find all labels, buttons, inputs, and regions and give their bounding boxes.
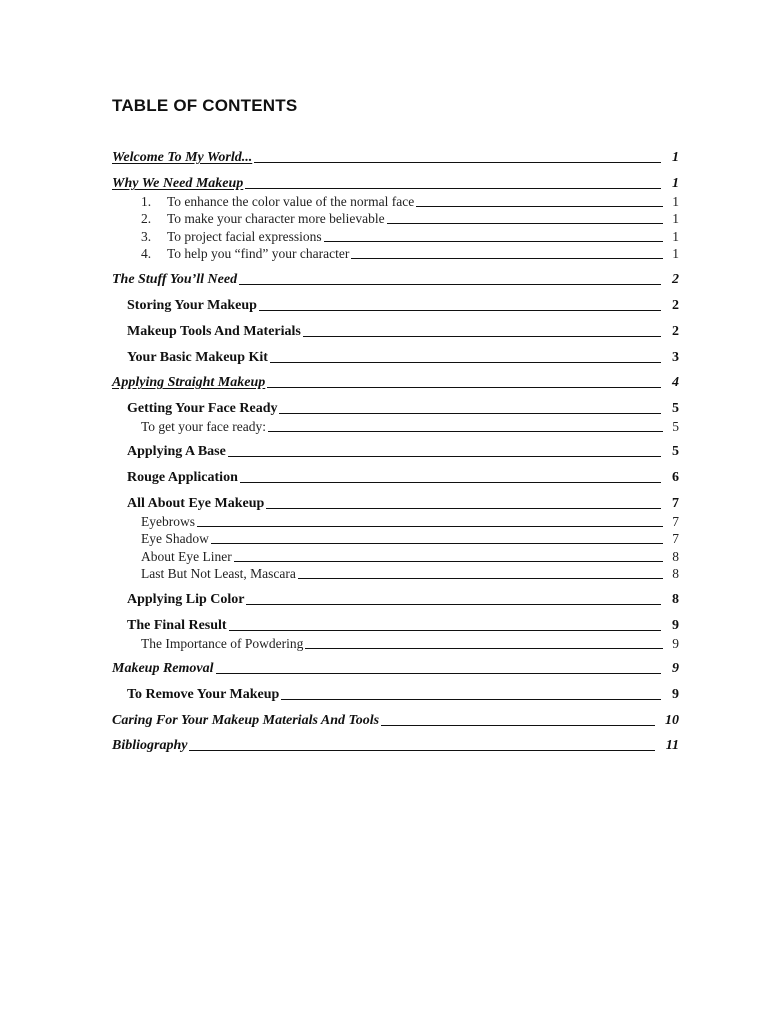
toc-entry-stuff-youll-need[interactable] (112, 272, 679, 288)
toc-entry-bibliography[interactable] (112, 738, 679, 754)
toc-page-number: 1 (672, 246, 679, 261)
dot-leader (254, 161, 661, 163)
toc-entry-to-get-face-ready[interactable] (141, 419, 679, 435)
dot-leader (246, 603, 661, 605)
toc-entry-label: Your Basic Makeup Kit (127, 350, 268, 365)
toc-entry-label: Applying A Base (127, 444, 226, 459)
dot-leader (305, 647, 663, 649)
toc-entry-label: All About Eye Makeup (127, 496, 265, 511)
list-number: 3. (141, 229, 152, 244)
dot-leader (239, 283, 661, 285)
toc-entry-basic-kit[interactable] (127, 350, 679, 366)
toc-page-number: 1 (672, 211, 679, 226)
dot-leader (229, 629, 661, 631)
toc-entry-label: Storing Your Makeup (127, 298, 257, 313)
toc-entry-label: To help you “find” your character (167, 246, 350, 261)
toc-page-number: 1 (672, 229, 679, 244)
dot-leader (279, 412, 661, 414)
dot-leader (189, 749, 655, 751)
toc-page-number: 9 (672, 661, 679, 676)
toc-page-number: 11 (665, 738, 679, 753)
toc-entry-facial-expressions[interactable] (141, 229, 679, 245)
dot-leader (281, 698, 661, 700)
toc-page-number: 1 (672, 150, 679, 165)
toc-page-number: 2 (672, 298, 679, 313)
toc-entry-powdering[interactable] (141, 636, 679, 652)
toc-entry-makeup-removal[interactable] (112, 661, 679, 677)
toc-entry-find-character[interactable] (141, 246, 679, 262)
toc-entry-label: To enhance the color value of the normal face (167, 194, 415, 209)
toc-page-number: 7 (672, 514, 679, 529)
toc-entry-face-ready[interactable] (127, 401, 679, 417)
toc-page-number: 8 (672, 549, 679, 564)
toc-entry-rouge[interactable] (127, 470, 679, 486)
toc-entry-label: Caring For Your Makeup Materials And Tools (112, 713, 380, 728)
dot-leader (270, 361, 661, 363)
toc-page-number: 2 (672, 272, 679, 287)
toc-entry-label: Makeup Tools And Materials (127, 324, 301, 339)
toc-page-number: 7 (672, 496, 679, 511)
toc-page-number: 5 (672, 419, 679, 434)
toc-page-number: 5 (672, 401, 679, 416)
toc-page-number: 7 (672, 531, 679, 546)
toc-page-number: 1 (672, 176, 679, 191)
toc-page-number: 9 (672, 636, 679, 651)
toc-entry-label: Makeup Removal (112, 661, 214, 676)
list-number: 2. (141, 211, 152, 226)
toc-entry-label: Eye Shadow (141, 531, 209, 546)
toc-entry-label: To project facial expressions (167, 229, 322, 244)
toc-page-number: 9 (672, 618, 679, 633)
toc-entry-label: Bibliography (112, 738, 188, 753)
dot-leader (259, 309, 661, 311)
toc-entry-label: Eyebrows (141, 514, 195, 529)
toc-entry-label: Rouge Application (127, 470, 238, 485)
toc-entry-label: Applying Lip Color (127, 592, 245, 607)
toc-page-number: 6 (672, 470, 679, 485)
list-number: 4. (141, 246, 152, 261)
list-number: 1. (141, 194, 152, 209)
toc-entry-label: The Final Result (127, 618, 227, 633)
dot-leader (381, 724, 655, 726)
toc-entry-label: Why We Need Makeup (112, 176, 244, 191)
toc-page-number: 9 (672, 687, 679, 702)
toc-page-number: 1 (672, 194, 679, 209)
toc-entry-eyebrows[interactable] (141, 514, 679, 530)
dot-leader (324, 240, 663, 242)
toc-entry-mascara[interactable] (141, 566, 679, 582)
toc-entry-label: Last But Not Least, Mascara (141, 566, 296, 581)
toc-page-number: 4 (672, 375, 679, 390)
toc-entry-label: Getting Your Face Ready (127, 401, 278, 416)
dot-leader (267, 386, 661, 388)
toc-page-number: 5 (672, 444, 679, 459)
dot-leader (351, 257, 663, 259)
toc-entry-welcome[interactable] (112, 150, 679, 166)
dot-leader (298, 577, 663, 579)
dot-leader (197, 525, 663, 527)
dot-leader (266, 507, 661, 509)
toc-page-number: 8 (672, 592, 679, 607)
dot-leader (245, 187, 661, 189)
dot-leader (228, 455, 661, 457)
toc-page-number: 3 (672, 350, 679, 365)
toc-title: TABLE OF CONTENTS (112, 96, 298, 115)
dot-leader (387, 222, 663, 224)
toc-entry-label: The Importance of Powdering (141, 636, 304, 651)
toc-entry-eye-makeup[interactable] (127, 496, 679, 512)
toc-entry-eye-liner[interactable] (141, 549, 679, 565)
toc-entry-applying-base[interactable] (127, 444, 679, 460)
dot-leader (416, 205, 663, 207)
toc-entry-label: Applying Straight Makeup (112, 375, 266, 390)
toc-entry-storing-makeup[interactable] (127, 298, 679, 314)
toc-entry-eye-shadow[interactable] (141, 531, 679, 547)
toc-entry-straight-makeup[interactable] (112, 375, 679, 391)
dot-leader (211, 542, 663, 544)
toc-page-number: 8 (672, 566, 679, 581)
toc-entry-label: Welcome To My World... (112, 150, 253, 165)
toc-entry-enhance-color[interactable] (141, 194, 679, 210)
toc-entry-why-we-need-makeup[interactable] (112, 176, 679, 192)
dot-leader (240, 481, 661, 483)
dot-leader (216, 672, 662, 674)
toc-entry-label: To make your character more believable (167, 211, 385, 226)
toc-entry-label: To Remove Your Makeup (127, 687, 280, 702)
toc-entry-tools-materials[interactable] (127, 324, 679, 340)
toc-entry-final-result[interactable] (127, 618, 679, 634)
toc-entry-lip-color[interactable] (127, 592, 679, 608)
dot-leader (234, 560, 663, 562)
toc-entry-believable[interactable] (141, 211, 679, 227)
toc-entry-label: About Eye Liner (141, 549, 232, 564)
toc-page-number: 2 (672, 324, 679, 339)
toc-entry-label: To get your face ready: (141, 419, 266, 434)
toc-entry-label: The Stuff You’ll Need (112, 272, 238, 287)
toc-entry-remove-makeup[interactable] (127, 687, 679, 703)
toc-entry-caring[interactable] (112, 713, 679, 729)
dot-leader (303, 335, 661, 337)
dot-leader (268, 430, 663, 432)
toc-page-number: 10 (665, 713, 679, 728)
